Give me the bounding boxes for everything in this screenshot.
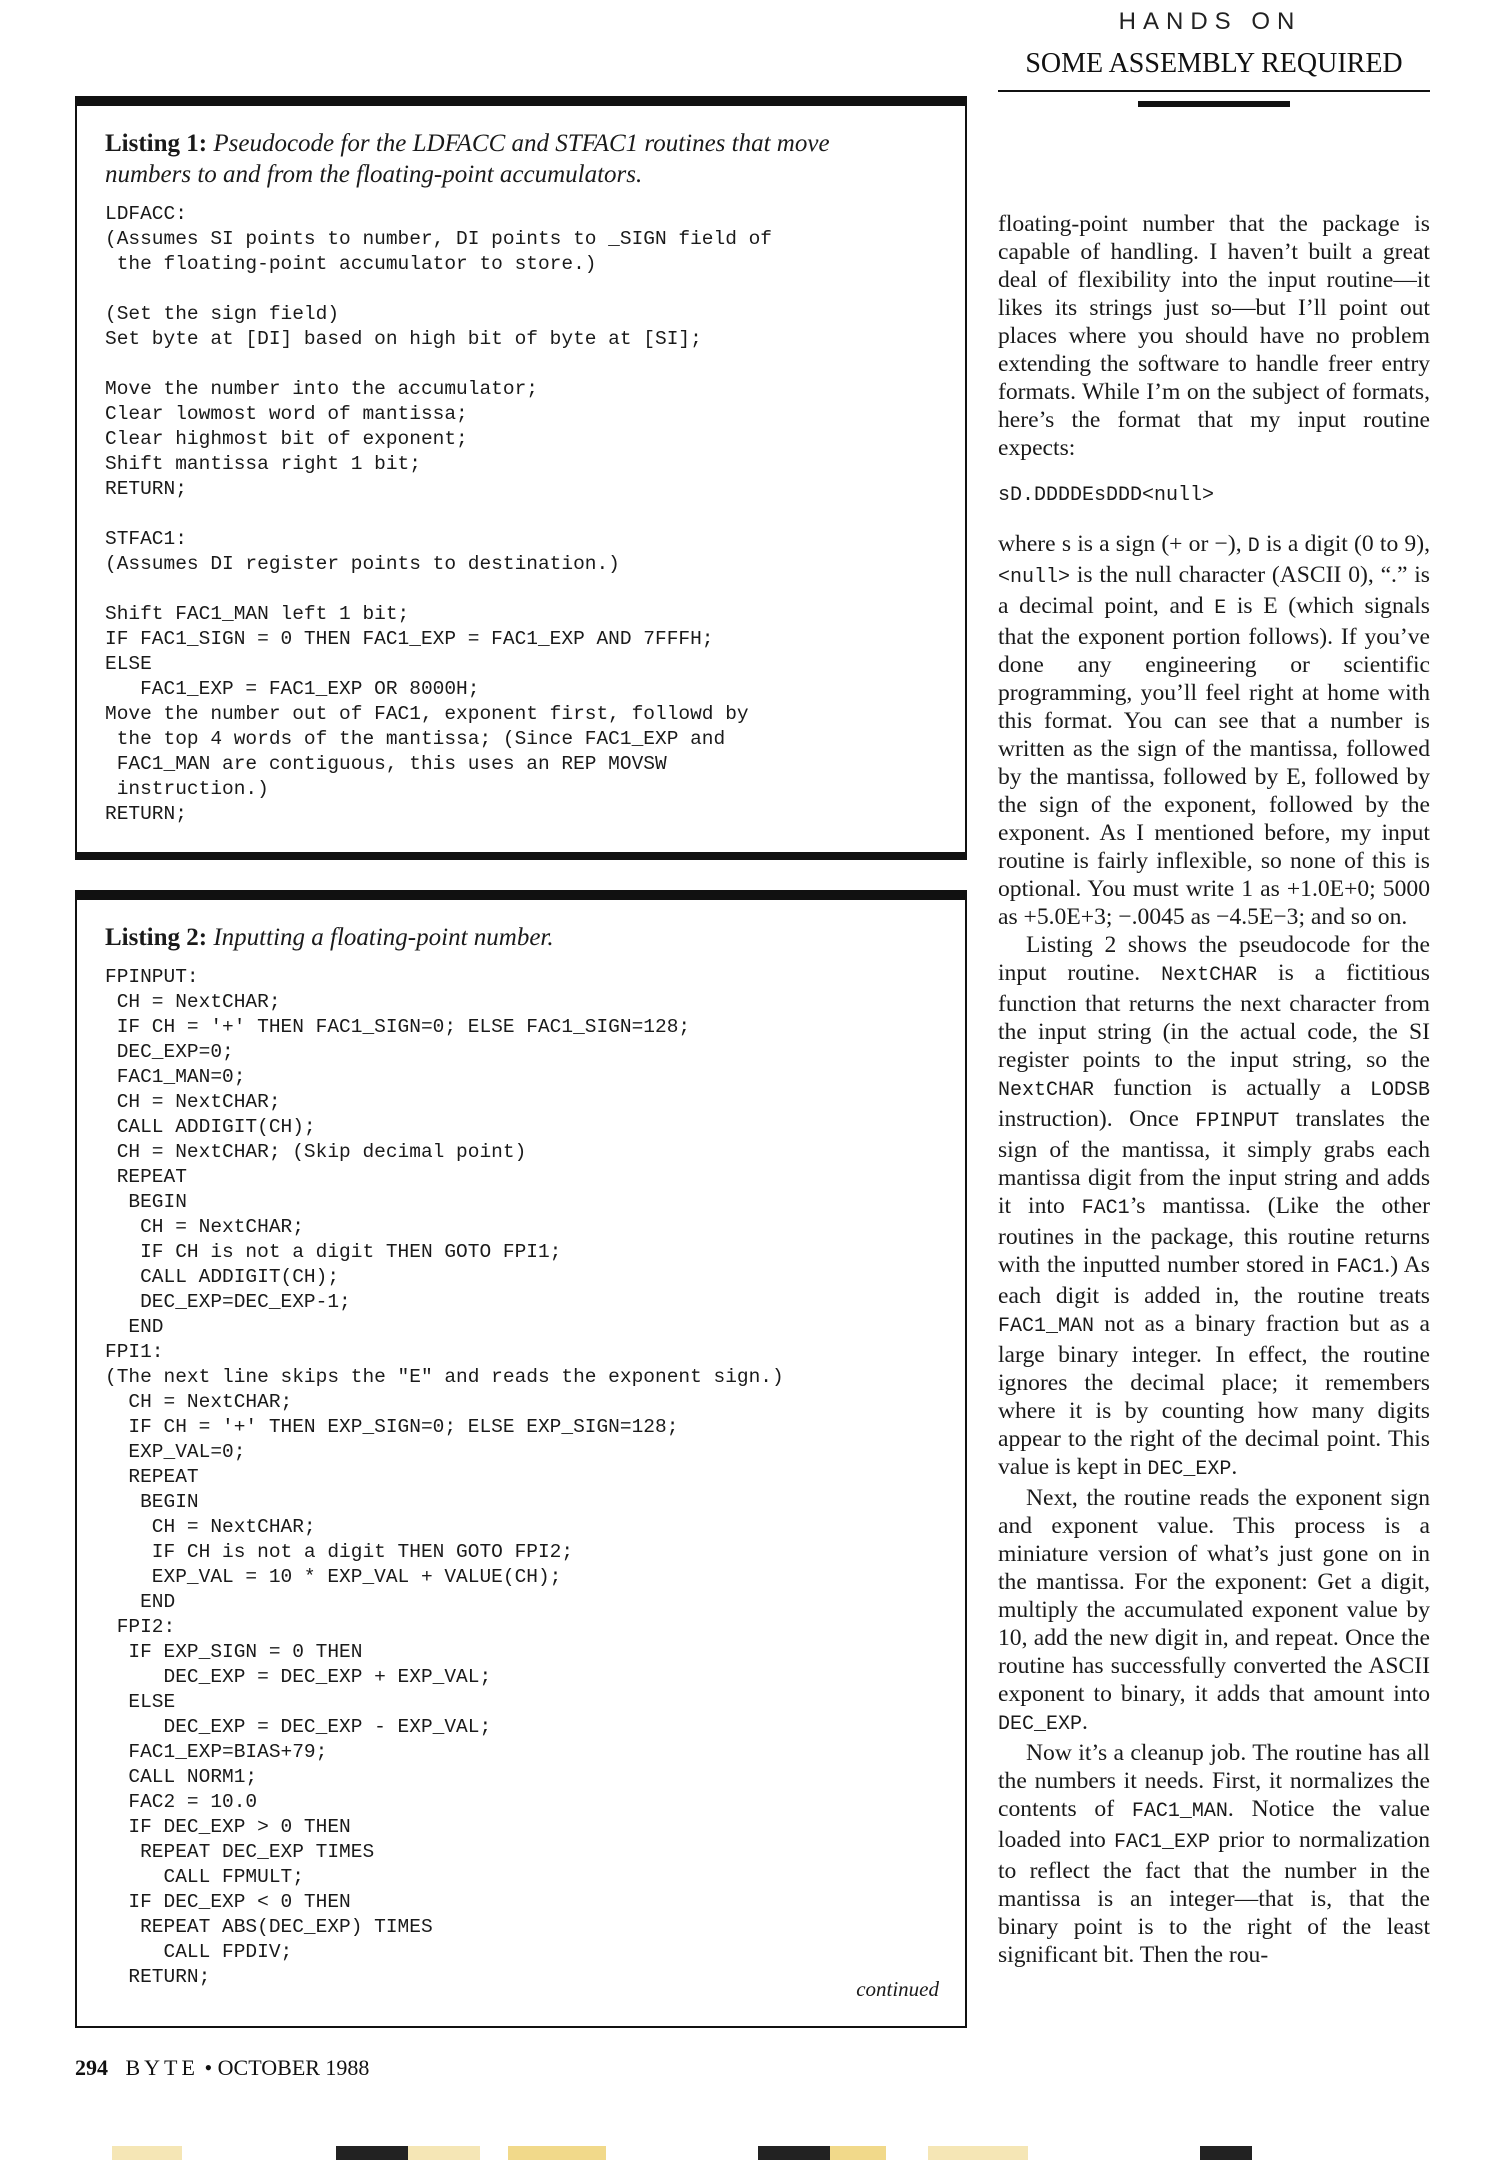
text-run: is a fictitious function that returns the next character from the input string (in the actual code, the SI register points to the input string, so the — [998, 960, 1430, 1073]
code-term: DEC_EXP — [998, 1713, 1083, 1736]
listing-1-description: Pseudocode for the LDFACC and STFAC1 routines that move numbers to and from the floating-point accumulators. — [105, 130, 830, 188]
listing-2-label: Listing 2: — [105, 924, 208, 951]
code-term: FAC1_EXP — [1114, 1831, 1211, 1854]
registration-bar — [758, 2146, 830, 2160]
registration-bar — [508, 2146, 606, 2160]
registration-bar — [1200, 2146, 1252, 2160]
text-run: translates the sign of the mantissa, it simply grabs each mantissa digit from the input string and adds it into — [998, 1106, 1430, 1219]
article-paragraph — [998, 1739, 1430, 1969]
text-run: where s is a sign (+ or −), — [998, 531, 1248, 557]
text-run: . Notice the value loaded into — [998, 1796, 1431, 1853]
article-column — [998, 210, 1430, 1969]
text-run: Next, the routine reads the exponent sign and exponent value. This process is a miniature version of what’s just gone on in the mantissa. For the exponent: Get a digit, multiply the accumulated exponent value by 10, add the new digit in, and repeat. Once the routine has successfully converted the ASCII exponent to binary, it adds that amount into — [998, 1485, 1430, 1707]
registration-bar — [112, 2146, 182, 2160]
listing-1-label: Listing 1: — [105, 130, 208, 157]
code-term: NextCHAR — [998, 1079, 1095, 1102]
code-term: DEC_EXP — [1147, 1458, 1232, 1481]
text-run: Now it’s a cleanup job. The routine has all the numbers it needs. First, it normalizes the contents of — [998, 1740, 1430, 1822]
registration-bar — [928, 2146, 1028, 2160]
section-rule-accent — [1138, 101, 1290, 107]
page-number: 294 — [75, 2055, 108, 2080]
listing-1-code: LDFACC: (Assumes SI points to number, DI points to _SIGN field of the floating-point accumulator to store.) (Set the sign field) Set byte at [DI] based on high bit of byte at [SI]; Move the number into the accumulator; Clear lowmost word of mantissa; Clear highmost bit of exponent; Shift mantissa right 1 bit; RETURN; STFAC1: (Assumes DI register points to destination.) Shift FAC1_MAN left 1 bit; IF FAC1_SIGN = 0 THEN FAC1_EXP = FAC1_EXP AND 7FFFH; ELSE FAC1_EXP = FAC1_EXP OR 8000H; Move the number out of FAC1, exponent first, followd by the top 4 words of the mantissa; (Since FAC1_EXP and FAC1_MAN are contiguous, this uses an REP MOVSW instruction.) RETURN; — [105, 203, 773, 825]
format-example: sD.DDDDEsDDD<null> — [998, 484, 1215, 507]
text-run: .) As each digit is added in, the routine treats — [998, 1252, 1430, 1309]
code-term: LODSB — [1369, 1079, 1430, 1102]
code-term: E — [1214, 597, 1227, 620]
text-run: not as a binary fraction but as a large binary integer. In effect, the routine ignores the decimal place; it remembers where it is by counting how many digits appear to the right of the decimal point. This value is kept in — [998, 1311, 1430, 1480]
text-run: Listing 2 shows the pseudocode for the input routine. — [998, 932, 1430, 986]
registration-bar — [408, 2146, 480, 2160]
magazine-name: BYTE — [125, 2055, 199, 2080]
text-run: is E (which signals that the exponent portion follows). If you’ve done any engineering or scientific programming, you’ll feel right at home with this format. You can see that a number is written as the sign of the mantissa, followed by the mantissa, followed by E, followed by the sign of the exponent, followed by the exponent. As I mentioned before, my input routine is fairly inflexible, so none of this is optional. You must write 1 as +1.0E+0; 5000 as +5.0E+3; −.0045 as −4.5E−3; and so on. — [998, 593, 1430, 930]
text-run: . — [1082, 1709, 1088, 1735]
registration-bar — [830, 2146, 886, 2160]
listing-2-code: FPINPUT: CH = NextCHAR; IF CH = '+' THEN FAC1_SIGN=0; ELSE FAC1_SIGN=128; DEC_EXP=0; FAC1_MAN=0; CH = NextCHAR; CALL ADDIGIT(CH); CH = NextCHAR; (Skip decimal point) REPEAT BEGIN CH = NextCHAR; IF CH is not a digit THEN GOTO FPI1; CALL ADDIGIT(CH); DEC_EXP=DEC_EXP-1; END FPI1: (The next line skips the "E" and reads the exponent sign.) CH = NextCHAR; IF CH = '+' THEN EXP_SIGN=0; ELSE EXP_SIGN=128; EXP_VAL=0; REPEAT BEGIN CH = NextCHAR; IF CH is not a digit THEN GOTO FPI2; EXP_VAL = 10 * EXP_VAL + VALUE(CH); END FPI2: IF EXP_SIGN = 0 THEN DEC_EXP = DEC_EXP + EXP_VAL; ELSE DEC_EXP = DEC_EXP - EXP_VAL; FAC1_EXP=BIAS+79; CALL NORM1; FAC2 = 10.0 IF DEC_EXP > 0 THEN REPEAT DEC_EXP TIMES CALL FPMULT; IF DEC_EXP < 0 THEN REPEAT ABS(DEC_EXP) TIMES CALL FPDIV; RETURN; — [105, 966, 784, 1988]
listing-1-box — [75, 96, 967, 860]
code-term: NextCHAR — [1161, 964, 1258, 987]
section-title: SOME ASSEMBLY REQUIRED — [1025, 48, 1403, 79]
section-rule — [998, 90, 1430, 92]
print-registration-strip — [0, 2146, 1501, 2160]
code-term: FAC1 — [1336, 1256, 1385, 1279]
code-term: FAC1_MAN — [998, 1315, 1095, 1338]
registration-bar — [336, 2146, 408, 2160]
issue-date: • OCTOBER 1988 — [204, 2055, 370, 2080]
code-term: FPINPUT — [1195, 1110, 1280, 1133]
section-label: HANDS ON — [1118, 8, 1302, 35]
article-paragraph — [998, 931, 1430, 1484]
article-paragraph — [998, 530, 1430, 931]
continued-note: continued — [856, 1977, 939, 2001]
text-run: prior to normalization to reflect the fact that the number in the mantissa is an integer—that is, that the binary point is to the right of the least significant bit. Then the rou- — [998, 1827, 1430, 1968]
text-run: function is actually a — [1094, 1075, 1370, 1101]
article-paragraph: floating-point number that the package is capable of handling. I haven’t built a great deal of flexibility into the input routine—it likes its strings just so—but I’ll point out places where you should have no problem extending the software to handle freer entry formats. While I’m on the subject of formats, here’s the format that my input routine expects: — [998, 211, 1430, 461]
code-term: FAC1_MAN — [1131, 1800, 1228, 1823]
text-run: is the null character (ASCII 0), “.” is a decimal point, and — [998, 562, 1430, 619]
listing-2-description: Inputting a floating-point number. — [213, 924, 554, 951]
code-term: FAC1 — [1081, 1197, 1130, 1220]
listing-1-caption — [105, 128, 895, 190]
code-term: <null> — [998, 566, 1071, 589]
text-run: is a digit (0 to 9), — [1259, 531, 1430, 557]
text-run: . — [1231, 1454, 1238, 1480]
text-run: ’s mantissa. (Like the other routines in the package, this routine returns with the inputted number stored in — [998, 1193, 1430, 1278]
listing-2-box — [75, 890, 967, 2028]
article-paragraph — [998, 1484, 1430, 1739]
text-run: instruction). Once — [998, 1106, 1196, 1132]
code-term: D — [1247, 535, 1260, 558]
page-footer — [75, 2055, 369, 2081]
listing-2-caption — [105, 922, 895, 953]
